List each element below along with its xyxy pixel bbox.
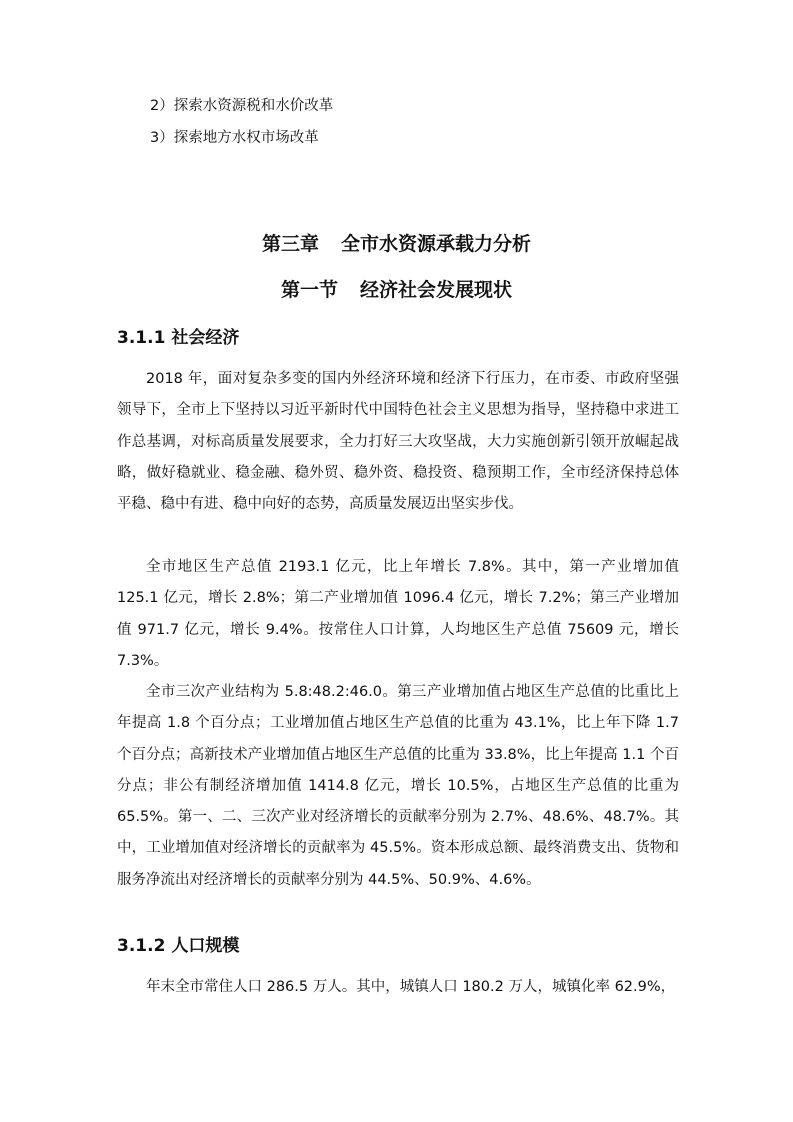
subsection-title: 社会经济 xyxy=(171,328,240,348)
chapter-title: 全市水资源承载力分析 xyxy=(341,233,532,255)
subsection-heading xyxy=(117,323,239,348)
chapter-heading xyxy=(0,229,793,256)
section-title: 经济社会发展现状 xyxy=(360,279,513,301)
chapter-number: 第三章 xyxy=(261,233,319,255)
body-paragraph: 全市三次产业结构为 5.8:48.2:46.0。第三产业增加值占地区生产总值的比重比上年提高 1.8 个百分点；工业增加值占地区生产总值的比重为 43.1%，比上年下降 1.7 个百分点；高新技术产业增加值占地区生产总值的比重为 33.8%，比上年提高 1.1 个百分点；非公有制经济增加值 1414.8 亿元，增长 10.5%，占地区生产总值的比重为 65.5%。第一、二、三次产业对经济增长的贡献率分别为 2.7%、48.6%、48.7%。其中，工业增加值对经济增长的贡献率为 45.5%。资本形成总额、最终消费支出、货物和服务净流出对经济增长的贡献率分别为 44.5%、50.9%、4.6%。 xyxy=(117,684,679,888)
section-heading xyxy=(0,275,793,302)
subsection-number: 3.1.1 xyxy=(117,328,166,348)
body-paragraph: 2018 年，面对复杂多变的国内外经济环境和经济下行压力，在市委、市政府坚强领导下，全市上下坚持以习近平新时代中国特色社会主义思想为指导，坚持稳中求进工作总基调，对标高质量发展要求，全力打好三大攻坚战，大力实施创新引领开放崛起战略，做好稳就业、稳金融、稳外贸、稳外资、稳投资、稳预期工作，全市经济保持总体平稳、稳中有进、稳中向好的态势，高质量发展迈出坚实步伐。 xyxy=(117,371,679,513)
section-number: 第一节 xyxy=(280,279,338,301)
list-item: 3）探索地方水权市场改革 xyxy=(150,130,319,146)
subsection-number: 3.1.2 xyxy=(117,936,166,956)
subsection-heading xyxy=(117,931,239,956)
list-item: 2）探索水资源税和水价改革 xyxy=(150,98,334,114)
subsection-title: 人口规模 xyxy=(171,936,240,956)
body-paragraph: 全市地区生产总值 2193.1 亿元，比上年增长 7.8%。其中，第一产业增加值 125.1 亿元，增长 2.8%；第二产业增加值 1096.4 亿元，增长 7.2%；第三产业增加值 971.7 亿元，增长 9.4%。按常住人口计算，人均地区生产总值 75609 元，增长 7.3%。 xyxy=(117,559,679,669)
body-paragraph: 年末全市常住人口 286.5 万人。其中，城镇人口 180.2 万人，城镇化率 62.9%， xyxy=(146,979,676,995)
